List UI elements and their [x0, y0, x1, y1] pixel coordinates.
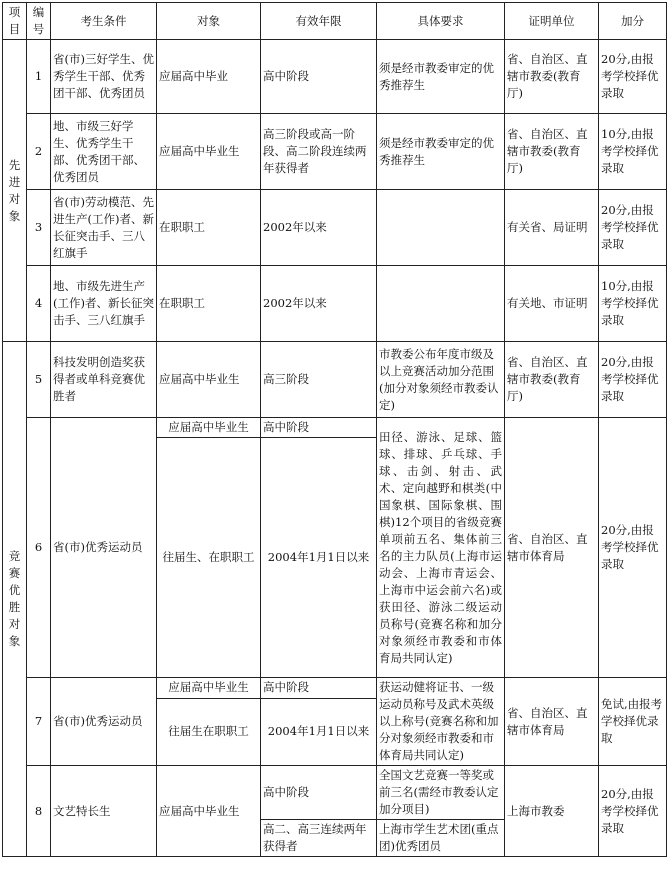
row-target-past: 往届生在职职工 — [157, 698, 261, 765]
row-period-past: 2004年1月1日以来 — [261, 438, 377, 678]
header-condition: 考生条件 — [51, 3, 157, 40]
row-certifier: 省、自治区、直辖市教委(教育厅) — [505, 342, 599, 418]
row-period: 高中阶段 — [261, 40, 377, 114]
table-row — [3, 678, 667, 699]
row-bonus: 10分,由报考学校择优录取 — [599, 114, 667, 190]
row-certifier: 有关省、局证明 — [505, 190, 599, 266]
header-target: 对象 — [157, 3, 261, 40]
table-row — [3, 190, 667, 266]
row-requirement: 田径、游泳、足球、篮球、排球、乒乓球、手球、击剑、射击、武术、定向越野和棋类(中国象棋、国际象棋、围棋)12个项目的省级竞赛单项前五名、集体前三名的主力队员(上海市运动会、上海市青运会、上海市中运会前六名)或获田径、游泳二级运动员称号(竞赛名称和加分对象须经市教委和市体育局共同认定) — [377, 418, 505, 678]
row-bonus: 20分,由报考学校择优录取 — [599, 342, 667, 418]
row-certifier: 有关地、市证明 — [505, 266, 599, 342]
header-bonus: 加分 — [599, 3, 667, 40]
row-condition: 省(市)优秀运动员 — [51, 418, 157, 678]
row-condition: 地、市级先进生产(工作)者、新长征突击手、三八红旗手 — [51, 266, 157, 342]
row-target: 应届高中毕业生 — [157, 766, 261, 857]
category-advanced: 先进对象 — [3, 40, 27, 342]
row-period-first: 高中阶段 — [261, 766, 377, 820]
row-target: 在职职工 — [157, 266, 261, 342]
header-certifier: 证明单位 — [505, 3, 599, 40]
row-requirement: 获运动健将证书、一级运动员称号及武术英级以上称号(竞赛名称和加分对象须经市教委和市体育局共同认定) — [377, 678, 505, 766]
row-bonus: 20分,由报考学校择优录取 — [599, 418, 667, 678]
header-row — [3, 3, 667, 40]
table-row — [3, 40, 667, 114]
row-bonus: 20分,由报考学校择优录取 — [599, 766, 667, 857]
row-number: 1 — [27, 40, 51, 114]
row-period-past: 2004年1月1日以来 — [261, 698, 377, 765]
row-target: 应届高中毕业生 — [157, 114, 261, 190]
row-requirement: 市教委公布年度市级及以上竞赛活动加分范围(加分对象须经市教委认定) — [377, 342, 505, 418]
header-number: 编号 — [27, 3, 51, 40]
header-period: 有效年限 — [261, 3, 377, 40]
row-period: 高三阶段或高一阶段、高二阶段连续两年获得者 — [261, 114, 377, 190]
row-requirement — [377, 266, 505, 342]
row-requirement-first: 全国文艺竞赛一等奖或前三名(需经市教委认定加分项目) — [377, 766, 505, 820]
row-condition: 文艺特长生 — [51, 766, 157, 857]
row-target-current: 应届高中毕业生 — [157, 418, 261, 438]
row-bonus: 20分,由报考学校择优录取 — [599, 190, 667, 266]
row-requirement — [377, 190, 505, 266]
row-requirement-second: 上海市学生艺术团(重点团)优秀团员 — [377, 820, 505, 857]
row-requirement: 须是经市教委审定的优秀推荐生 — [377, 114, 505, 190]
row-period: 高三阶段 — [261, 342, 377, 418]
row-number: 3 — [27, 190, 51, 266]
header-requirement: 具体要求 — [377, 3, 505, 40]
row-target: 应届高中毕业生 — [157, 342, 261, 418]
category-competition: 竞赛优胜对象 — [3, 342, 27, 857]
row-condition: 省(市)三好学生、优秀学生干部、优秀团干部、优秀团员 — [51, 40, 157, 114]
row-condition: 地、市级三好学生、优秀学生干部、优秀团干部、优秀团员 — [51, 114, 157, 190]
row-period-current: 高中阶段 — [261, 418, 377, 438]
row-target: 应届高中毕业 — [157, 40, 261, 114]
row-condition: 科技发明创造奖获得者或单科竞赛优胜者 — [51, 342, 157, 418]
row-bonus: 20分,由报考学校择优录取 — [599, 40, 667, 114]
row-target-current: 应届高中毕业生 — [157, 678, 261, 699]
table-row — [3, 418, 667, 438]
bonus-policy-table — [2, 2, 667, 857]
row-number: 8 — [27, 766, 51, 857]
table-row — [3, 114, 667, 190]
row-certifier: 省、自治区、直辖市教委(教育厅) — [505, 40, 599, 114]
row-target: 在职职工 — [157, 190, 261, 266]
row-bonus: 免试,由报考学校择优录取 — [599, 678, 667, 766]
row-number: 4 — [27, 266, 51, 342]
row-certifier: 省、自治区、直辖市体育局 — [505, 418, 599, 678]
header-category: 项目 — [3, 3, 27, 40]
row-number: 2 — [27, 114, 51, 190]
row-target-past: 往届生、在职职工 — [157, 438, 261, 678]
row-certifier: 上海市教委 — [505, 766, 599, 857]
row-period-second: 高二、高三连续两年获得者 — [261, 820, 377, 857]
row-number: 7 — [27, 678, 51, 766]
row-period-current: 高中阶段 — [261, 678, 377, 699]
row-certifier: 省、自治区、直辖市体育局 — [505, 678, 599, 766]
row-period: 2002年以来 — [261, 266, 377, 342]
row-condition: 省(市)劳动模范、先进生产(工作)者、新长征突击手、三八红旗手 — [51, 190, 157, 266]
row-requirement: 须是经市教委审定的优秀推荐生 — [377, 40, 505, 114]
row-period: 2002年以来 — [261, 190, 377, 266]
row-number: 5 — [27, 342, 51, 418]
table-row — [3, 266, 667, 342]
row-number: 6 — [27, 418, 51, 678]
row-condition: 省(市)优秀运动员 — [51, 678, 157, 766]
table-row — [3, 766, 667, 820]
row-certifier: 省、自治区、直辖市教委(教育厅) — [505, 114, 599, 190]
row-bonus: 10分,由报考学校择优录取 — [599, 266, 667, 342]
table-row — [3, 342, 667, 418]
